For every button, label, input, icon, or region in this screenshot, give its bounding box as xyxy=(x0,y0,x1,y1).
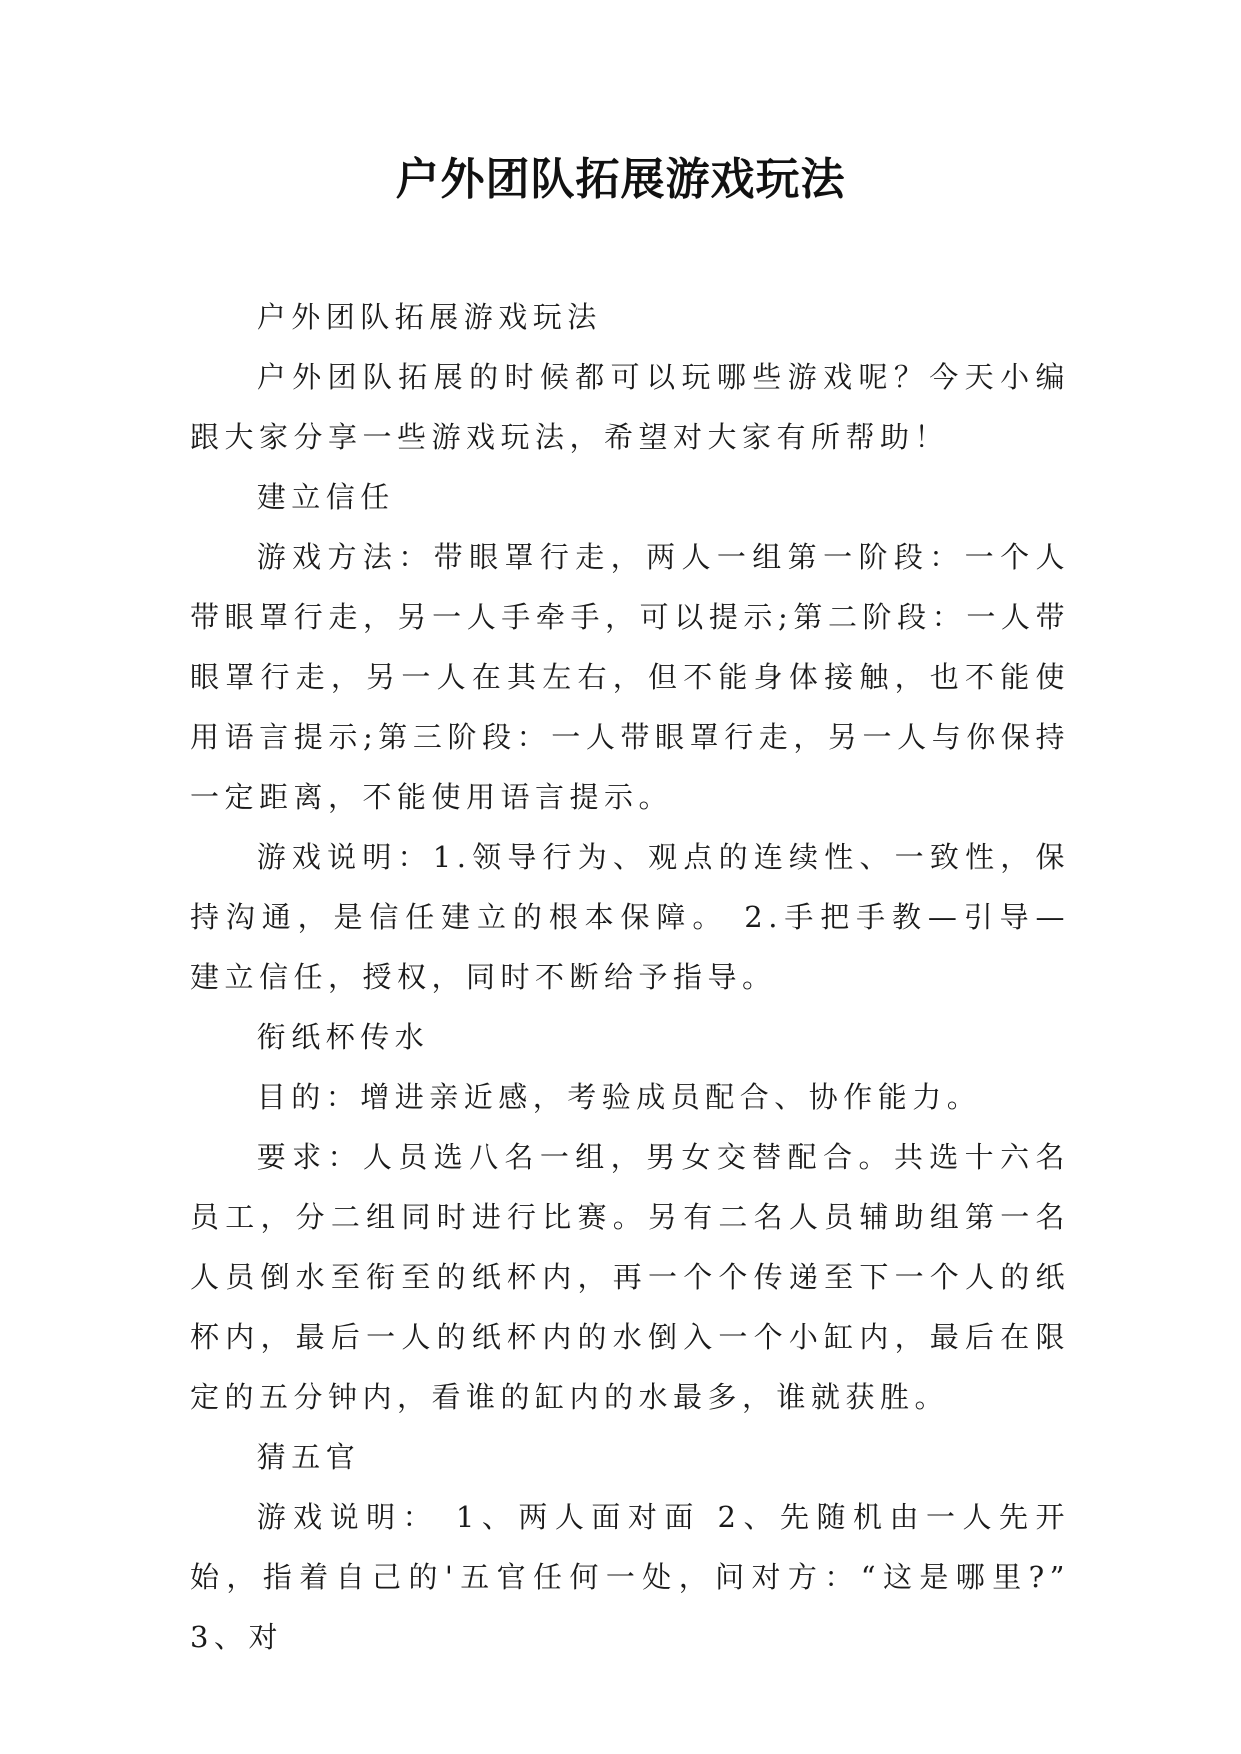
document-body xyxy=(190,287,1070,1667)
paragraph-facial-features-rules: 游戏说明： 1、两人面对面 2、先随机由一人先开始，指着自己的'五官任何一处，问对方：“这是哪里?” 3、对 xyxy=(190,1500,1070,1654)
paragraph-subtitle: 户外团队拓展游戏玩法 xyxy=(256,300,602,334)
paragraph-cup-water-purpose: 目的：增进亲近感，考验成员配合、协作能力。 xyxy=(256,1080,982,1114)
paragraph-cup-water-rules: 要求：人员选八名一组，男女交替配合。共选十六名员工，分二组同时进行比赛。另有二名人员辅助组第一名人员倒水至衔至的纸杯内，再一个个传递至下一个人的纸杯内，最后一人的纸杯内的水倒入一个小缸内，最后在限定的五分钟内，看谁的缸内的水最多，谁就获胜。 xyxy=(190,1140,1070,1414)
section-heading-facial-features: 猜五官 xyxy=(256,1440,361,1474)
document-title: 户外团队拓展游戏玩法 xyxy=(395,154,846,205)
paragraph-intro: 户外团队拓展的时候都可以玩哪些游戏呢？今天小编跟大家分享一些游戏玩法，希望对大家有所帮助！ xyxy=(190,360,1070,454)
section-heading-cup-water: 衔纸杯传水 xyxy=(256,1020,430,1054)
section-heading-trust: 建立信任 xyxy=(256,480,395,514)
paragraph-trust-method: 游戏方法：带眼罩行走，两人一组第一阶段：一个人带眼罩行走，另一人手牵手，可以提示;第二阶段：一人带眼罩行走，另一人在其左右，但不能身体接触，也不能使用语言提示;第三阶段：一人带眼罩行走，另一人与你保持一定距离，不能使用语言提示。 xyxy=(190,540,1070,814)
paragraph-trust-notes: 游戏说明：1.领导行为、观点的连续性、一致性，保持沟通，是信任建立的根本保障。 2.手把手教—引导—建立信任，授权，同时不断给予指导。 xyxy=(190,840,1070,994)
